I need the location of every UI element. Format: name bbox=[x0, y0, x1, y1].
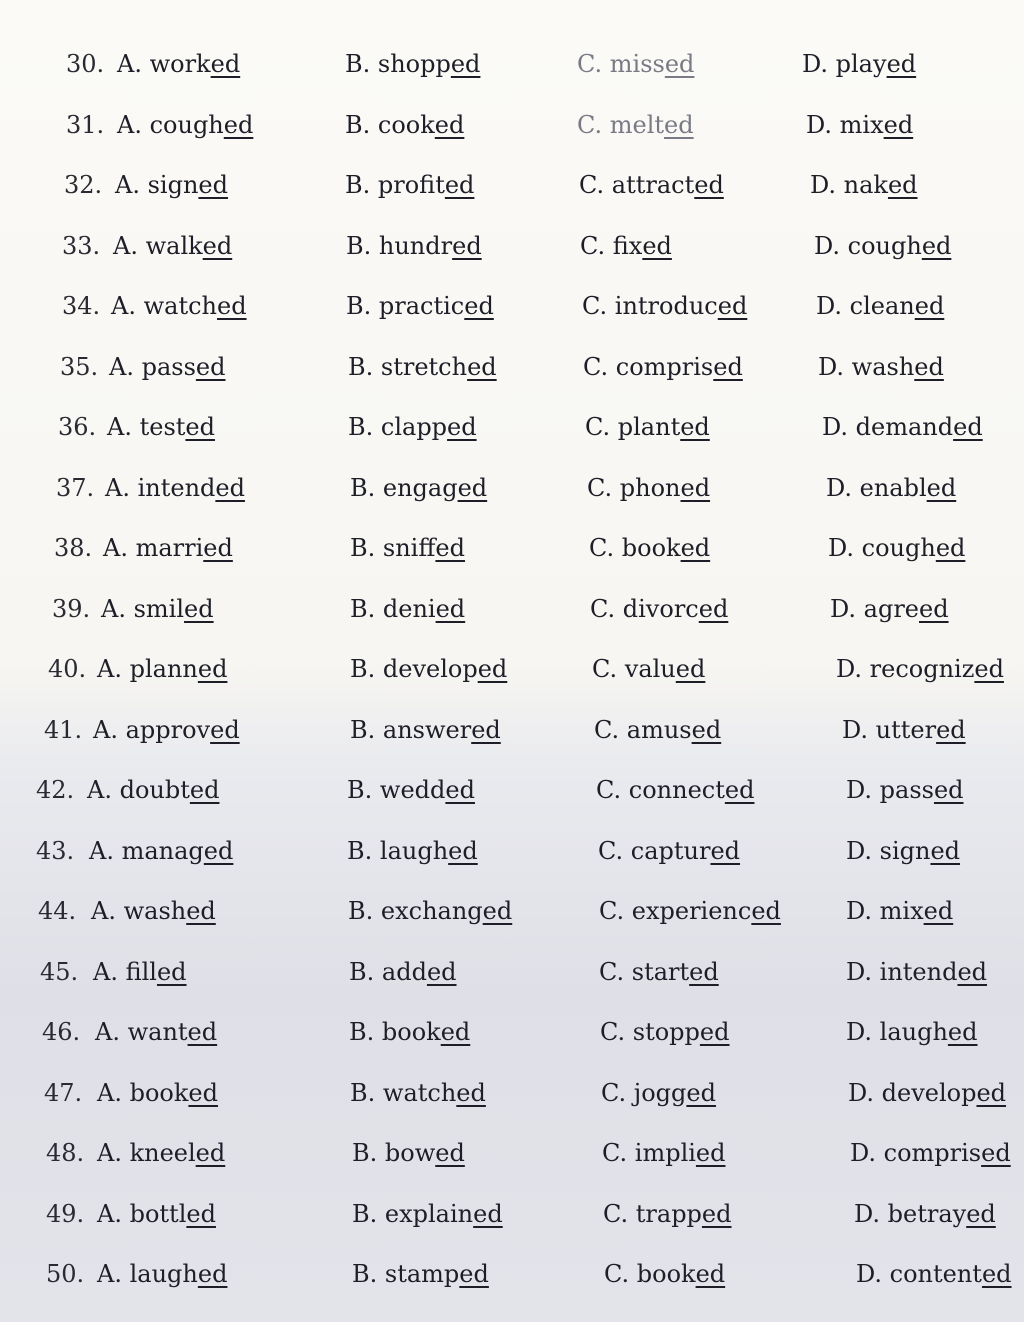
question-number: 34. bbox=[62, 292, 101, 320]
option-b bbox=[348, 353, 497, 381]
question-row bbox=[0, 897, 1024, 937]
option-text: A. pass bbox=[109, 352, 196, 381]
option-b bbox=[350, 595, 465, 623]
option-b bbox=[348, 413, 477, 441]
option-text: B. laugh bbox=[347, 836, 449, 865]
option-c bbox=[592, 655, 705, 683]
underlined-ending: ed bbox=[935, 534, 966, 562]
option-d bbox=[802, 50, 916, 78]
option-d bbox=[848, 1079, 1006, 1107]
option-text: D. betray bbox=[854, 1199, 967, 1228]
option-d bbox=[826, 474, 956, 502]
option-text: D. nak bbox=[810, 171, 888, 199]
underlined-ending: ed bbox=[695, 1139, 726, 1167]
underlined-ending: ed bbox=[886, 50, 917, 78]
underlined-ending: ed bbox=[186, 1199, 216, 1228]
option-text: A. want bbox=[95, 1018, 188, 1046]
question-row bbox=[0, 413, 1024, 453]
option-text: A. approv bbox=[93, 715, 211, 744]
option-text: A. fill bbox=[93, 957, 157, 986]
question-row bbox=[0, 716, 1024, 756]
question-number: 50. bbox=[46, 1260, 85, 1288]
option-text: A. plann bbox=[97, 655, 198, 683]
option-b bbox=[345, 111, 464, 139]
option-text: A. sign bbox=[115, 171, 199, 199]
underlined-ending: ed bbox=[680, 473, 711, 502]
underlined-ending: ed bbox=[930, 836, 961, 865]
underlined-ending: ed bbox=[202, 231, 233, 260]
option-d bbox=[846, 897, 953, 925]
option-text: C. connect bbox=[596, 776, 725, 804]
question-row bbox=[0, 474, 1024, 514]
underlined-ending: ed bbox=[210, 715, 240, 744]
option-text: D. play bbox=[802, 50, 887, 78]
option-text: A. manag bbox=[89, 836, 204, 865]
underlined-ending: ed bbox=[691, 715, 722, 744]
option-text: A. work bbox=[117, 50, 211, 78]
option-text: C. captur bbox=[598, 836, 711, 865]
option-c bbox=[603, 1200, 732, 1228]
option-c bbox=[583, 353, 743, 381]
option-text: B. profit bbox=[345, 171, 445, 199]
option-text: D. recogniz bbox=[836, 655, 975, 683]
underlined-ending: ed bbox=[195, 1139, 226, 1167]
option-a bbox=[109, 353, 225, 381]
underlined-ending: ed bbox=[724, 776, 755, 804]
underlined-ending: ed bbox=[883, 110, 914, 139]
underlined-ending: ed bbox=[448, 836, 478, 865]
underlined-ending: ed bbox=[689, 957, 719, 986]
option-b bbox=[348, 897, 512, 925]
option-d bbox=[810, 171, 918, 199]
option-b bbox=[352, 1200, 503, 1228]
underlined-ending: ed bbox=[694, 171, 724, 199]
underlined-ending: ed bbox=[751, 897, 781, 925]
option-d bbox=[816, 292, 944, 320]
option-text: A. smil bbox=[101, 594, 185, 623]
option-a bbox=[101, 595, 214, 623]
option-text: C. start bbox=[599, 957, 690, 986]
option-text: B. wedd bbox=[347, 776, 446, 804]
option-b bbox=[352, 1139, 465, 1167]
underlined-ending: ed bbox=[216, 292, 247, 320]
underlined-ending: ed bbox=[435, 594, 466, 623]
option-c bbox=[577, 50, 694, 78]
underlined-ending: ed bbox=[664, 110, 694, 139]
underlined-ending: ed bbox=[695, 1260, 726, 1288]
underlined-ending: ed bbox=[699, 1018, 730, 1046]
option-text: C. divorc bbox=[590, 594, 699, 623]
option-c bbox=[580, 232, 672, 260]
option-text: D. demand bbox=[822, 413, 954, 441]
underlined-ending: ed bbox=[482, 897, 513, 925]
underlined-ending: ed bbox=[936, 715, 966, 744]
underlined-ending: ed bbox=[452, 231, 482, 260]
option-b bbox=[345, 50, 480, 78]
option-text: A. cough bbox=[117, 110, 224, 139]
underlined-ending: ed bbox=[203, 836, 234, 865]
option-text: D. wash bbox=[818, 352, 915, 381]
underlined-ending: ed bbox=[953, 413, 983, 441]
underlined-ending: ed bbox=[675, 655, 706, 683]
option-c bbox=[600, 1018, 729, 1046]
option-text: A. kneel bbox=[97, 1139, 196, 1167]
underlined-ending: ed bbox=[926, 473, 957, 502]
option-text: A. book bbox=[97, 1078, 189, 1107]
option-a bbox=[97, 1079, 218, 1107]
option-c bbox=[598, 837, 740, 865]
question-number: 37. bbox=[56, 473, 95, 502]
option-a bbox=[97, 1139, 225, 1167]
underlined-ending: ed bbox=[981, 1260, 1012, 1288]
option-text: C. attract bbox=[579, 171, 695, 199]
option-a bbox=[95, 1018, 217, 1046]
option-a bbox=[117, 111, 253, 139]
option-b bbox=[347, 837, 478, 865]
option-text: D. cough bbox=[814, 231, 922, 260]
option-a bbox=[117, 50, 240, 78]
option-text: C. amus bbox=[594, 715, 692, 744]
underlined-ending: ed bbox=[435, 1139, 465, 1167]
question-number: 46. bbox=[42, 1018, 81, 1046]
question-row bbox=[0, 1260, 1024, 1300]
option-d bbox=[850, 1139, 1011, 1167]
option-c bbox=[585, 413, 710, 441]
option-text: C. book bbox=[604, 1260, 696, 1288]
underlined-ending: ed bbox=[440, 1018, 471, 1046]
question-number: 38. bbox=[54, 534, 93, 562]
option-text: B. practic bbox=[346, 292, 465, 320]
underlined-ending: ed bbox=[215, 473, 245, 502]
option-text: A. watch bbox=[111, 292, 217, 320]
question-number: 36. bbox=[58, 413, 97, 441]
option-a bbox=[111, 292, 247, 320]
underlined-ending: ed bbox=[198, 171, 228, 199]
option-text: B. exchang bbox=[348, 897, 483, 925]
option-text: B. answer bbox=[350, 715, 472, 744]
option-c bbox=[577, 111, 694, 139]
option-text: C. plant bbox=[585, 413, 681, 441]
option-d bbox=[818, 353, 944, 381]
option-text: B. stretch bbox=[348, 352, 468, 381]
underlined-ending: ed bbox=[223, 110, 254, 139]
option-d bbox=[822, 413, 983, 441]
question-row bbox=[0, 171, 1024, 211]
option-d bbox=[846, 958, 987, 986]
option-c bbox=[590, 595, 728, 623]
option-text: C. melt bbox=[577, 110, 665, 139]
underlined-ending: ed bbox=[921, 231, 952, 260]
option-text: C. experienc bbox=[599, 897, 752, 925]
underlined-ending: ed bbox=[680, 534, 711, 562]
option-b bbox=[349, 1018, 470, 1046]
underlined-ending: ed bbox=[457, 473, 488, 502]
underlined-ending: ed bbox=[471, 715, 501, 744]
underlined-ending: ed bbox=[642, 231, 672, 260]
underlined-ending: ed bbox=[185, 413, 215, 441]
option-text: D. agre bbox=[830, 594, 919, 623]
option-text: D. pass bbox=[846, 776, 934, 804]
option-text: C. phon bbox=[587, 473, 681, 502]
option-text: B. engag bbox=[350, 473, 458, 502]
option-text: B. stamp bbox=[352, 1260, 460, 1288]
option-d bbox=[846, 776, 964, 804]
option-b bbox=[350, 655, 507, 683]
question-row bbox=[0, 958, 1024, 998]
underlined-ending: ed bbox=[664, 50, 695, 78]
option-text: B. hundr bbox=[346, 231, 453, 260]
option-c bbox=[601, 1079, 716, 1107]
option-text: D. clean bbox=[816, 292, 915, 320]
underlined-ending: ed bbox=[957, 957, 988, 986]
option-text: B. explain bbox=[352, 1199, 474, 1228]
underlined-ending: ed bbox=[947, 1018, 978, 1046]
question-row bbox=[0, 1018, 1024, 1058]
option-b bbox=[345, 171, 474, 199]
question-row bbox=[0, 292, 1024, 332]
option-text: A. wash bbox=[91, 897, 187, 925]
underlined-ending: ed bbox=[966, 1199, 996, 1228]
option-text: A. doubt bbox=[87, 776, 190, 804]
question-number: 35. bbox=[60, 352, 99, 381]
option-d bbox=[856, 1260, 1012, 1288]
question-number: 39. bbox=[52, 594, 91, 623]
option-b bbox=[346, 232, 482, 260]
option-text: B. bow bbox=[352, 1139, 436, 1167]
option-a bbox=[87, 776, 219, 804]
option-text: D. enabl bbox=[826, 473, 927, 502]
option-d bbox=[828, 534, 965, 562]
underlined-ending: ed bbox=[981, 1139, 1011, 1167]
underlined-ending: ed bbox=[456, 1078, 486, 1107]
option-text: B. cook bbox=[345, 110, 435, 139]
question-number: 30. bbox=[66, 50, 105, 78]
option-text: A. intend bbox=[105, 473, 216, 502]
question-number: 31. bbox=[66, 110, 105, 139]
underlined-ending: ed bbox=[464, 292, 494, 320]
underlined-ending: ed bbox=[156, 957, 187, 986]
option-text: C. fix bbox=[580, 231, 643, 260]
option-text: B. deni bbox=[350, 594, 436, 623]
option-b bbox=[350, 716, 501, 744]
option-text: D. laugh bbox=[846, 1018, 948, 1046]
option-d bbox=[814, 232, 951, 260]
underlined-ending: ed bbox=[197, 1260, 228, 1288]
underlined-ending: ed bbox=[919, 594, 949, 623]
question-row bbox=[0, 776, 1024, 816]
question-row bbox=[0, 232, 1024, 272]
question-number: 40. bbox=[48, 655, 87, 683]
underlined-ending: ed bbox=[195, 352, 226, 381]
option-text: D. compris bbox=[850, 1139, 982, 1167]
underlined-ending: ed bbox=[713, 352, 743, 381]
underlined-ending: ed bbox=[698, 594, 729, 623]
underlined-ending: ed bbox=[203, 534, 233, 562]
option-a bbox=[97, 1260, 227, 1288]
option-a bbox=[91, 897, 216, 925]
option-text: C. jogg bbox=[601, 1078, 687, 1107]
option-text: B. shopp bbox=[345, 50, 451, 78]
option-text: D. sign bbox=[846, 836, 931, 865]
underlined-ending: ed bbox=[459, 1260, 489, 1288]
underlined-ending: ed bbox=[187, 1018, 218, 1046]
question-number: 45. bbox=[40, 957, 79, 986]
option-text: B. book bbox=[349, 1018, 441, 1046]
option-c bbox=[602, 1139, 726, 1167]
option-text: B. add bbox=[349, 957, 427, 986]
option-text: D. content bbox=[856, 1260, 982, 1288]
question-row bbox=[0, 534, 1024, 574]
question-row bbox=[0, 111, 1024, 151]
option-c bbox=[589, 534, 710, 562]
underlined-ending: ed bbox=[197, 655, 228, 683]
option-text: D. intend bbox=[846, 957, 958, 986]
question-row bbox=[0, 50, 1024, 90]
underlined-ending: ed bbox=[444, 171, 475, 199]
option-text: C. book bbox=[589, 534, 681, 562]
option-d bbox=[836, 655, 1004, 683]
option-text: B. sniff bbox=[350, 534, 436, 562]
underlined-ending: ed bbox=[450, 50, 481, 78]
option-text: C. impli bbox=[602, 1139, 696, 1167]
underlined-ending: ed bbox=[887, 171, 918, 199]
underlined-ending: ed bbox=[188, 1078, 218, 1107]
option-text: B. watch bbox=[350, 1078, 457, 1107]
underlined-ending: ed bbox=[933, 776, 964, 804]
option-c bbox=[594, 716, 721, 744]
option-text: B. clapp bbox=[348, 413, 448, 441]
option-a bbox=[89, 837, 233, 865]
option-c bbox=[582, 292, 747, 320]
option-c bbox=[599, 958, 719, 986]
question-row bbox=[0, 353, 1024, 393]
option-text: C. valu bbox=[592, 655, 676, 683]
underlined-ending: ed bbox=[447, 413, 477, 441]
question-number: 49. bbox=[46, 1199, 85, 1228]
question-row bbox=[0, 595, 1024, 635]
option-text: A. test bbox=[107, 413, 186, 441]
option-b bbox=[349, 958, 457, 986]
option-a bbox=[115, 171, 228, 199]
underlined-ending: ed bbox=[680, 413, 710, 441]
option-text: C. introduc bbox=[582, 292, 718, 320]
underlined-ending: ed bbox=[189, 776, 220, 804]
option-text: D. cough bbox=[828, 534, 936, 562]
question-row bbox=[0, 837, 1024, 877]
underlined-ending: ed bbox=[434, 110, 465, 139]
underlined-ending: ed bbox=[467, 352, 497, 381]
option-text: A. marri bbox=[103, 534, 204, 562]
option-a bbox=[103, 534, 233, 562]
question-number: 47. bbox=[44, 1078, 83, 1107]
option-text: A. walk bbox=[113, 231, 203, 260]
underlined-ending: ed bbox=[473, 1199, 503, 1228]
underlined-ending: ed bbox=[976, 1078, 1007, 1107]
underlined-ending: ed bbox=[445, 776, 475, 804]
option-b bbox=[346, 292, 494, 320]
underlined-ending: ed bbox=[717, 292, 748, 320]
option-text: D. mix bbox=[806, 110, 884, 139]
underlined-ending: ed bbox=[686, 1078, 716, 1107]
underlined-ending: ed bbox=[710, 836, 741, 865]
underlined-ending: ed bbox=[914, 292, 945, 320]
option-text: A. laugh bbox=[97, 1260, 198, 1288]
option-c bbox=[596, 776, 754, 804]
option-c bbox=[587, 474, 710, 502]
question-row bbox=[0, 1139, 1024, 1179]
option-text: C. stopp bbox=[600, 1018, 700, 1046]
underlined-ending: ed bbox=[210, 50, 241, 78]
option-a bbox=[107, 413, 215, 441]
underlined-ending: ed bbox=[923, 897, 954, 925]
option-text: C. miss bbox=[577, 50, 665, 78]
option-c bbox=[599, 897, 781, 925]
option-b bbox=[350, 534, 465, 562]
option-b bbox=[350, 1079, 486, 1107]
option-b bbox=[347, 776, 475, 804]
option-d bbox=[846, 837, 960, 865]
option-text: D. mix bbox=[846, 897, 924, 925]
underlined-ending: ed bbox=[477, 655, 508, 683]
option-d bbox=[842, 716, 966, 744]
question-number: 33. bbox=[62, 231, 101, 260]
underlined-ending: ed bbox=[701, 1199, 732, 1228]
option-b bbox=[352, 1260, 489, 1288]
option-d bbox=[854, 1200, 996, 1228]
question-number: 48. bbox=[46, 1139, 85, 1167]
underlined-ending: ed bbox=[184, 594, 214, 623]
question-row bbox=[0, 1079, 1024, 1119]
option-text: B. develop bbox=[350, 655, 478, 683]
option-c bbox=[604, 1260, 725, 1288]
option-text: C. compris bbox=[583, 352, 714, 381]
question-number: 44. bbox=[38, 897, 77, 925]
option-text: D. utter bbox=[842, 715, 937, 744]
underlined-ending: ed bbox=[435, 534, 465, 562]
question-row bbox=[0, 655, 1024, 695]
option-a bbox=[93, 716, 240, 744]
question-number: 32. bbox=[64, 171, 103, 199]
question-number: 43. bbox=[36, 836, 75, 865]
option-b bbox=[350, 474, 487, 502]
option-a bbox=[105, 474, 245, 502]
question-number: 42. bbox=[36, 776, 75, 804]
option-c bbox=[579, 171, 724, 199]
question-row bbox=[0, 1200, 1024, 1240]
option-a bbox=[97, 1200, 216, 1228]
option-a bbox=[93, 958, 187, 986]
option-text: C. trapp bbox=[603, 1199, 702, 1228]
underlined-ending: ed bbox=[914, 352, 944, 381]
underlined-ending: ed bbox=[426, 957, 457, 986]
option-d bbox=[846, 1018, 977, 1046]
option-a bbox=[97, 655, 227, 683]
option-d bbox=[830, 595, 949, 623]
underlined-ending: ed bbox=[974, 655, 1004, 683]
option-text: A. bottl bbox=[97, 1199, 187, 1228]
option-d bbox=[806, 111, 913, 139]
option-a bbox=[113, 232, 232, 260]
question-number: 41. bbox=[44, 715, 83, 744]
underlined-ending: ed bbox=[186, 897, 216, 925]
option-text: D. develop bbox=[848, 1078, 977, 1107]
